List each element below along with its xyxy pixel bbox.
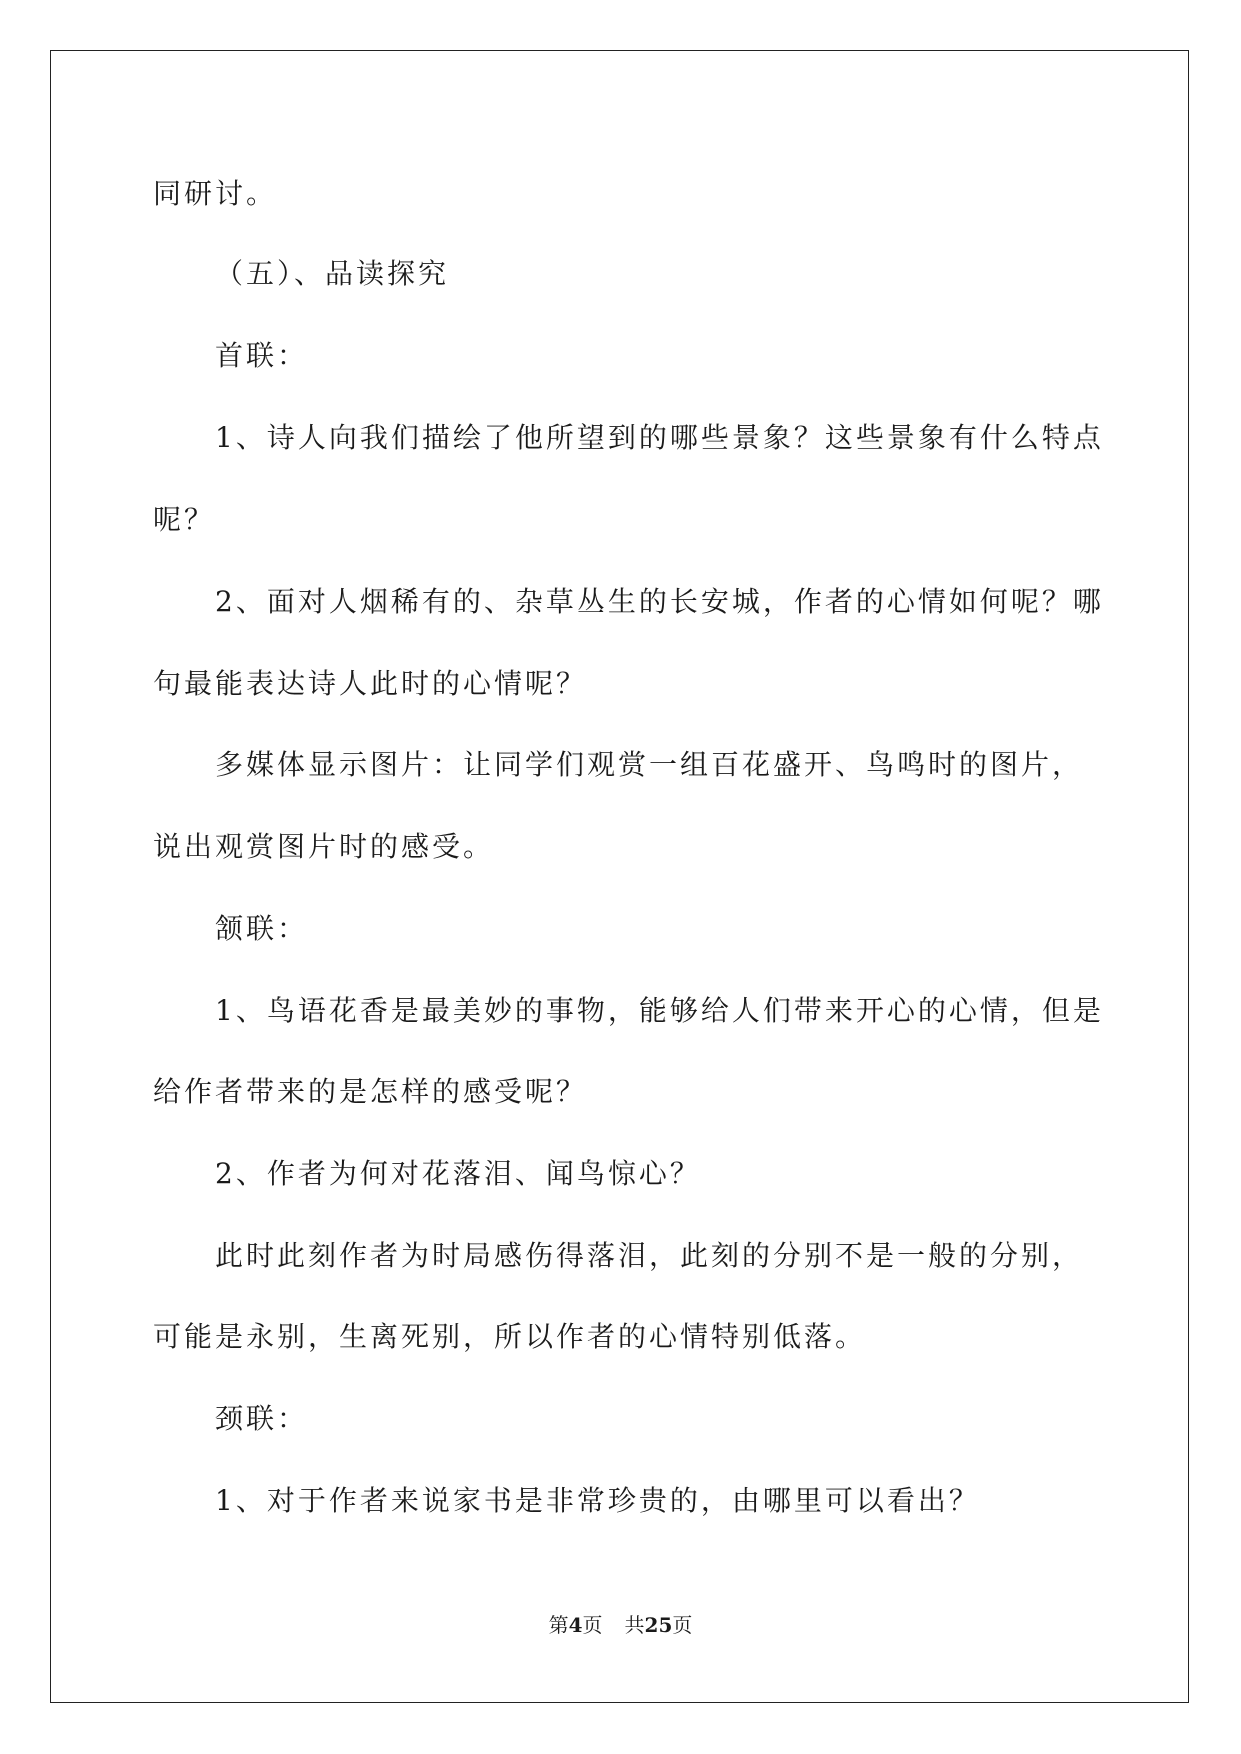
paragraph-line: 同研讨。 bbox=[153, 177, 278, 210]
paragraph-line: 多媒体显示图片：让同学们观赏一组百花盛开、鸟鸣时的图片， bbox=[215, 748, 1084, 781]
paragraph-line: 给作者带来的是怎样的感受呢？ bbox=[153, 1075, 588, 1108]
footer-page-suffix: 页 bbox=[582, 1613, 603, 1637]
subheading-hanlian: 颔联： bbox=[215, 912, 309, 945]
section-heading: （五）、品读探究 bbox=[215, 257, 450, 290]
paragraph-line: 呢？ bbox=[153, 503, 216, 536]
paragraph-line: 可能是永别，生离死别，所以作者的心情特别低落。 bbox=[153, 1320, 867, 1353]
paragraph-line: 说出观赏图片时的感受。 bbox=[153, 830, 495, 863]
page-border bbox=[50, 50, 1189, 1703]
paragraph-line: 2、作者为何对花落泪、闻鸟惊心？ bbox=[215, 1157, 701, 1190]
footer-total-prefix: 共 bbox=[624, 1613, 645, 1637]
footer-total-suffix: 页 bbox=[672, 1613, 693, 1637]
paragraph-line: 2、面对人烟稀有的、杂草丛生的长安城，作者的心情如何呢？哪 bbox=[215, 585, 1104, 618]
paragraph-line: 1、鸟语花香是最美妙的事物，能够给人们带来开心的心情，但是 bbox=[215, 994, 1104, 1027]
footer-prefix: 第 bbox=[548, 1613, 569, 1637]
current-page-number: 4 bbox=[568, 1613, 583, 1637]
subheading-jinglian: 颈联： bbox=[215, 1402, 309, 1435]
paragraph-line: 句最能表达诗人此时的心情呢？ bbox=[153, 667, 588, 700]
paragraph-line: 1、诗人向我们描绘了他所望到的哪些景象？这些景象有什么特点 bbox=[215, 421, 1104, 454]
subheading-shoulian: 首联： bbox=[215, 339, 309, 372]
total-page-number: 25 bbox=[644, 1613, 673, 1637]
paragraph-line: 1、对于作者来说家书是非常珍贵的，由哪里可以看出？ bbox=[215, 1484, 980, 1517]
page-footer bbox=[0, 1612, 1241, 1638]
paragraph-line: 此时此刻作者为时局感伤得落泪，此刻的分别不是一般的分别， bbox=[215, 1239, 1084, 1272]
